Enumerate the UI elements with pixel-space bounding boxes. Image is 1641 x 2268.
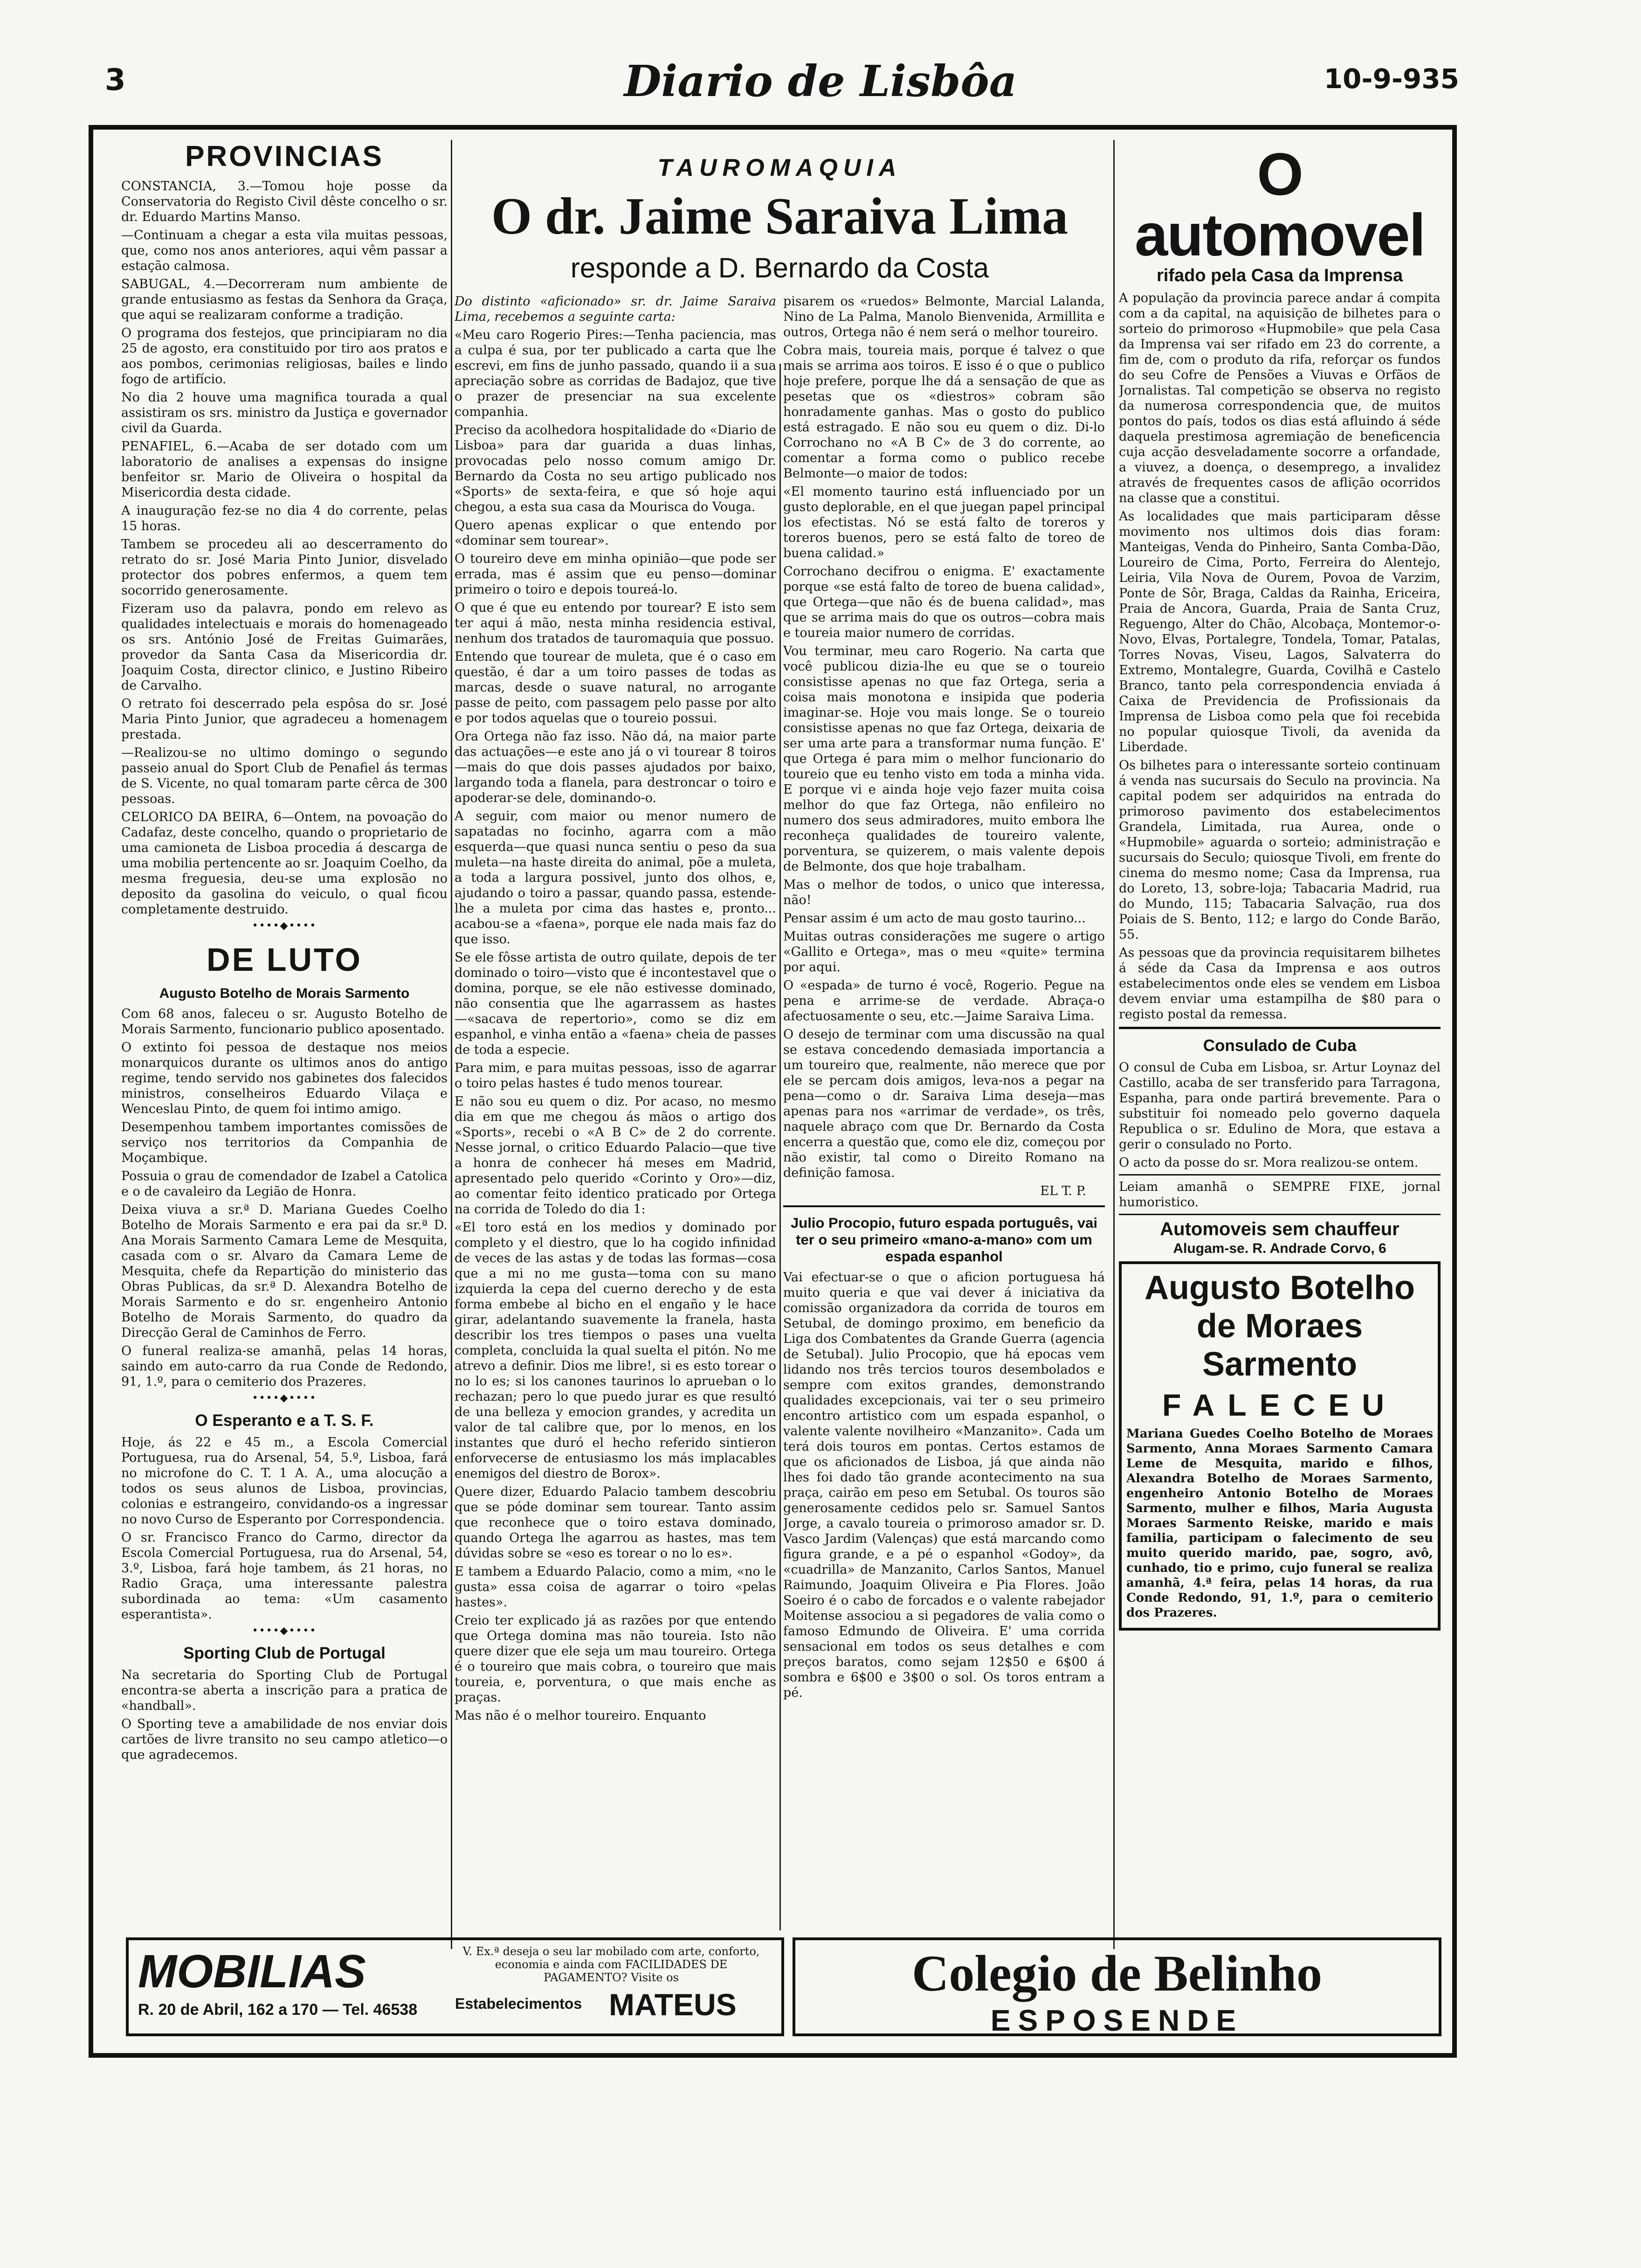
colegio-title: Colegio de Belinho — [911, 1945, 1323, 2002]
tauromaquia-intro: Do distinto «aficionado» sr. dr. Jaime Saraiva Lima, recebemos a seguinte carta: — [455, 294, 776, 324]
letter-paragraph: Muitas outras considerações me sugere o artigo «Gallito e Ortega», mas o meu «quite» termina por aqui. — [783, 929, 1105, 975]
tauromaquia-deck: responde a D. Bernardo da Costa — [570, 252, 989, 284]
letter-paragraph: O «espada» de turno é você, Rogerio. Pegue na pena e arrime-se de verdade. Abraça-o afectuosamente o seu, etc.—Jaime Saraiva Lima. — [783, 978, 1105, 1023]
rule — [1119, 1214, 1441, 1215]
julio-paragraph: Vai efectuar-se o que o aficion portuguesa há muito queria e que vai dever á iniciativa da comissão organizadora da corrida de touros em Setubal, de domingo proximo, em beneficio da Liga dos Combatentes da Grande Guerra (agencia de Setubal). Julio Procopio, que há epocas vem lidando nos três tercios touros desembolados e sempre com exitos grandes, demonstrando qualidades excepcionais, vai ter o seu primeiro encontro artistico com um espada espanhol, o valente valente novilheiro «Manzanito». Cada um terá dois touros em pontas. Certos estamos de que os aficionados de Lisboa, já que ainda não lhes foi dado tão grande acontecimento na sua praça, cairão em peso em Setubal. Os touros são generosamente cedidos pelo sr. Samuel Santos Jorge, a cavalo toureia o primoroso amador sr. D. Vasco Jardim (Valenças) que está marcando como figura grande, e a pé o espanhol «Godoy», da «cuadrilla» de Manzanito, Carlos Santos, Manuel Raimundo, Joaquim Oliveira e Pia Flores. João Soeiro é o cabo de forcados e o valente rabejador Moitense associou a si pegadores de valia como o famoso Edmundo de Oliveira. E' uma corrida sensacional em todos os seus detalhes e com preços baratos, como sejam 12$50 e 6$00 á sombra e 6$00 e 3$00 o sol. Os toros entram a pé. — [783, 1270, 1105, 1700]
automovel-title: O automovel — [1134, 141, 1425, 269]
letter-paragraph: Para mim, e para muitas pessoas, isso de agarrar o toiro pelas hastes é tudo menos tourear. — [455, 1061, 776, 1091]
column-rule — [451, 140, 452, 1949]
provincias-paragraph: A inauguração fez-se no dia 4 do corrente, pelas 15 horas. — [121, 504, 448, 533]
tauromaquia-label: TAUROMAQUIA — [657, 154, 902, 181]
provincias-paragraph: —Realizou-se no ultimo domingo o segundo passeio anual do Sport Club de Penafiel ás termas de S. Vicente, no qual tomaram parte cêrca de 300 pessoas. — [121, 746, 448, 806]
colegio-ad — [793, 1937, 1441, 2036]
de-luto-paragraph: O funeral realiza-se amanhã, pelas 14 horas, saindo em auto-carro da rua Conde de Redondo, 91, 1.º, para o cemiterio dos Prazeres. — [121, 1344, 448, 1389]
letter-paragraph: Corrochano decifrou o enigma. E' exactamente porque «se está falto de toreo de buena calidad», que Ortega—que não és de buena calidad», mas que se arrima mais do que os outros—cobra mais e toureia maior numero de corridas. — [783, 564, 1105, 640]
letter-paragraph: Pensar assim é um acto de mau gosto taurino... — [783, 911, 1086, 926]
provincias-paragraph: Tambem se procedeu ali ao descerramento do retrato do sr. José Maria Pinto Junior, disvelado protector dos pobres enfermos, a quem tem socorrido generosamente. — [121, 537, 448, 598]
letter-paragraph: Se ele fôsse artista de outro quilate, depois de ter dominado o toiro—visto que é incontestavel que o domina, porque, se ele não estivesse dominado, não consentia que lhe agarrassem as hastes—«sacava de repertorio», como se diz em espanhol, e vinha então a «faena» cheia de passes de toda a especie. — [455, 950, 776, 1057]
de-luto-paragraph: O extinto foi pessoa de destaque nos meios monarquicos durante os ultimos anos do antigo regime, tendo servido nos gabinetes dos falecidos ministros, conselheiros Eduardo Vilaça e Wenceslau Pinto, de quem foi intimo amigo. — [121, 1040, 448, 1116]
obituary-name: Augusto Botelho de Moraes Sarmento — [1145, 1269, 1415, 1383]
letter-paragraph: Creio ter explicado já as razões por que entendo que Ortega domina mas não toureia. Isto não quere dizer que ele seja um mau toureiro. Ortega é o toureiro que mais cobra, o toureiro que mais toureia, e, porventura, o que mais enche as praças. — [455, 1613, 776, 1705]
letter-paragraph: Ora Ortega não faz isso. Não dá, na maior parte das actuações—e este ano já o vi tourear 8 toiros—mais do que dois passes ajudados por baixo, largando toda a flanela, para destroncar o toiro e apoderar-se dele, dominando-o. — [455, 729, 776, 805]
mobilias-brand: MATEUS — [609, 1987, 737, 2022]
colegio-place: ESPOSENDE — [990, 2004, 1244, 2037]
automoveis-ad-title: Automoveis sem chauffeur — [1160, 1219, 1400, 1239]
signature: EL T. P. — [1040, 1184, 1086, 1198]
column-tauromaquia-2 — [783, 294, 1105, 1926]
provincias-paragraph: CONSTANCIA, 3.—Tomou hoje posse da Conservatoria do Registo Civil dêste concelho o sr. dr. Eduardo Martins Manso. — [121, 179, 448, 224]
automovel-paragraph: A população da provincia parece andar á compita com a da capital, na aquisição de bilhetes para o sorteio do primoroso «Hupmobile» que pela Casa da Imprensa vai ser rifado em 23 do corrente, a fim de, com o produto da rifa, reforçar os fundos do seu Cofre de Pensões a Viuvas e Orfãos de Jornalistas. Tal competição se observa no registo da numerosa correspondencia que, de muitos pontos do país, todos os dias está afluindo á séde daquela prestimosa agremiação de beneficencia cuja acção desveladamente socorre a orfandade, a viuvez, a doença, o desemprego, a invalidez através de frequentes casos de aflição ocorridos na classe que a constitui. — [1119, 291, 1441, 505]
letter-paragraph: «Meu caro Rogerio Pires:—Tenha paciencia, mas a culpa é sua, por ter publicado a carta que lhe escrevi, em fins de junho passado, quando ii a sua apreciação sobre as corridas de Badajoz, que tive o prazer de presenciar na sua excelente companhia. — [455, 328, 776, 419]
rule — [1119, 1027, 1441, 1029]
sporting-paragraph: Na secretaria do Sporting Club de Portugal encontra-se aberta a inscrição para a pratica de «handball». — [121, 1668, 448, 1713]
newspaper-title: Diario de Lisbôa — [624, 56, 1017, 106]
letter-paragraph: O toureiro deve em minha opinião—que pode ser errada, mas é assim que eu penso—dominar primeiro o toiro e depois toureá-lo. — [455, 552, 776, 597]
tauromaquia-headline: O dr. Jaime Saraiva Lima — [491, 187, 1069, 245]
mobilias-title: MOBILIAS — [138, 1945, 366, 1998]
automovel-paragraph: As pessoas que da provincia requisitarem bilhetes á séde da Casa da Imprensa e aos outros estabelecimentos onde eles se vendem em Lisboa devem enviar uma estampilha de $80 para o registo postal da remessa. — [1119, 946, 1441, 1022]
consulado-paragraph: O acto da posse do sr. Mora realizou-se ontem. — [1119, 1155, 1419, 1170]
rule — [783, 1205, 1105, 1207]
automoveis-ad-line: Alugam-se. R. Andrade Corvo, 6 — [1173, 1241, 1386, 1256]
letter-paragraph: Mas o melhor de todos, o unico que interessa, não! — [783, 878, 1105, 907]
de-luto-subtitle: Augusto Botelho de Morais Sarmento — [159, 986, 410, 1001]
provincias-paragraph: Fizeram uso da palavra, pondo em relevo as qualidades intelectuais e morais do homenageado os srs. António José de Freitas Guimarães, provedor da Santa Casa da Misericordia dr. Joaquim Costa, director clinico, e Justino Ribeiro de Carvalho. — [121, 602, 448, 693]
letter-paragraph: Mas não é o melhor toureiro. Enquanto — [455, 1708, 706, 1723]
julio-title: Julio Procopio, futuro espada português, vai ter o seu primeiro «mano-a-mano» com um espada espanhol — [791, 1215, 1097, 1265]
mobilias-brand-prefix: Estabelecimentos — [455, 1995, 582, 2012]
letter-paragraph: O desejo de terminar com uma discussão na qual se estava concedendo demasiada importancia a um toureiro que, realmente, não merece que por ele se percam dois amigos, leva-nos a pegar na pena—como o dr. Saraiva Lima deseja—mas apenas para nos «arrimar de verdade», os três, naquele abraço com que Dr. Bernardo da Costa encerra a questão que, como ele diz, começou por não existir, tal como o Direito Romano na definição famosa. — [783, 1027, 1105, 1180]
obituary-text: Mariana Guedes Coelho Botelho de Moraes Sarmento, Anna Moraes Sarmento Camara Leme de Mesquita, marido e filhos, Alexandra Botelho de Moraes Sarmento, engenheiro Antonio Botelho de Moraes Sarmento, mulher e filhos, Maria Augusta Moraes Sarmento Reiske, marido e mais familia, participam o falecimento de seu muito querido marido, pae, sogro, avô, cunhado, tio e primo, cujo funeral se realiza amanhã, 4.ª feira, pelas 14 horas, da rua Conde Redondo, 91, 1.º, para o cemiterio dos Prazeres. — [1126, 1427, 1433, 1620]
divider: ••••◆•••• — [252, 1625, 317, 1637]
automovel-paragraph: As localidades que mais participaram dêsse movimento nos ultimos dois dias foram: Manteigas, Venda do Pinheiro, Santa Comba-Dão, Loureiro de Cima, Porto, Ferreira do Alentejo, Leiria, Vila Nova de Ourem, Povoa de Varzim, Ponte de Sôr, Braga, Caldas da Rainha, Ericeira, Praia de Ancora, Guarda, Praia de Santa Cruz, Reguengo, Alter do Chão, Alcobaça, Montemor-o-Novo, Elvas, Portalegre, Tondela, Tomar, Patalas, Torres Novas, Viseu, Lagos, Salvaterra do Extremo, Montalegre, Guarda, Covilhã e Castelo Branco, tanto pela correspondencia enviada á Caixa de Previdencia de Profissionais da Imprensa de Lisboa como pela que foi recebida no popular quiosque Tivoli, da avenida da Liberdade. — [1119, 509, 1441, 754]
de-luto-paragraph: Deixa viuva a sr.ª D. Mariana Guedes Coelho Botelho de Morais Sarmento e era pai da sr.ª D. Ana Morais Sarmento Camara Leme de Mesquita, casada com o sr. Alvaro da Camara Leme de Mesquita, chefe da Repartição do ministerio das Obras Publicas, da sr.ª D. Alexandra Botelho de Morais Sarmento e do sr. engenheiro Antonio Botelho de Morais Sarmento, do quadro da Direcção Geral de Caminhos de Ferro. — [121, 1203, 448, 1340]
sporting-title: Sporting Club de Portugal — [183, 1644, 386, 1662]
rule — [1119, 1174, 1441, 1175]
de-luto-paragraph: Possuia o grau de comendador de Izabel a Catolica e o de cavaleiro da Legião de Honra. — [121, 1169, 448, 1199]
page-number: 3 — [105, 63, 126, 97]
provincias-paragraph: —Continuam a chegar a esta vila muitas pessoas, que, como nos anos anteriores, aqui vêm passar a estação calmosa. — [121, 228, 448, 273]
tauromaquia-section — [455, 140, 1105, 182]
letter-paragraph: Preciso da acolhedora hospitalidade do «Diario de Lisboa» para dar guarida a duas linhas, provocadas pelo nosso comum amigo Dr. Bernardo da Costa no seu artigo publicado nos «Sports» de sexta-feira, e que só hoje aqui chegou, a esta sua casa da Mourisca do Vouga. — [455, 423, 776, 514]
provincias-paragraph: O retrato foi descerrado pela espôsa do sr. José Maria Pinto Junior, que agradeceu a homenagem prestada. — [121, 697, 448, 742]
letter-paragraph: Vou terminar, meu caro Rogerio. Na carta que você publicou dizia-lhe eu que se o toureio consistisse apenas no que faz Ortega, seria a coisa mais monotona e insipida que poderia imaginar-se. Hoje vou mais longe. Se o toureio consistisse apenas no que faz Ortega, deixaria de ser uma arte para a transformar numa função. E' que Ortega é para mim o melhor funcionario do toureio que eu tenho visto em toda a minha vida. E porque vi e ainda hoje vejo fazer muita coisa melhor do que faz Ortega, não enfileiro no numero dos seus admiradores, muito embora lhe reconheça qualidades de toureiro valente, porventura, se quizerem, o mais valente depois de Belmonte, dos que hoje trabalham. — [783, 644, 1105, 874]
divider: ••••◆•••• — [252, 920, 317, 932]
obituary-faleceu: FALECEU — [1162, 1388, 1398, 1422]
letter-paragraph: «El momento taurino está influenciado por un gusto deplorable, en el que juegan papel principal los efectistas. Nó se está falto de toreros y toreros buenos, pero se está falto de toreo de buena calidad.» — [783, 484, 1105, 560]
de-luto-paragraph: Com 68 anos, faleceu o sr. Augusto Botelho de Morais Sarmento, funcionario publico aposentado. — [121, 1007, 448, 1037]
letter-paragraph: Cobra mais, toureia mais, porque é talvez o que mais se arrima aos toiros. E isso é o que o publico hoje prefere, porque lhe dá a sensação de que as pesetas que os «diestros» cobram são honradamente ganhas. Mas o gosto do publico está estragado. E não sou eu quem o diz. Di-lo Corrochano no «A B C» de 3 do corrente, ao comentar a forma como o publico recebe Belmonte—o maior de todos: — [783, 343, 1105, 481]
column-automovel — [1119, 131, 1441, 1947]
esperanto-title: O Esperanto e a T. S. F. — [195, 1411, 374, 1430]
letter-paragraph: E tambem a Eduardo Palacio, como a mim, «no le gusta» essa coisa de agarrar o toiro «pelas hastes». — [455, 1564, 776, 1610]
letter-paragraph: O que é que eu entendo por tourear? E isto sem ter aqui á mão, nesta minha residencia estival, nenhum dos tratados de tauromaquia que possuo. — [455, 601, 776, 646]
mobilias-ad — [126, 1937, 784, 2036]
automovel-paragraph: Os bilhetes para o interessante sorteio continuam á venda nas sucursais do Seculo na provincia. Na capital podem ser adquiridos na entrada do primoroso pavimento dos estabelecimentos Grandela, Limitada, rua Aurea, onde o «Hupmobile» aguarda o sorteio; administração e sucursais do Seculo; quiosque Tivoli, em frente do cinema do mesmo nome; Casa da Imprensa, rua do Loreto, 13, sobre-loja; Tabacaria Madrid, rua do Mundo, 115; Tabacaria Salvação, rua dos Poiais de S. Bento, 112; e largo do Conde Barão, 55. — [1119, 758, 1441, 942]
column-rule — [1113, 140, 1115, 1949]
provincias-paragraph: CELORICO DA BEIRA, 6—Ontem, na povoação do Cadafaz, deste concelho, quando o proprietario de uma camioneta de Lisboa procedia á descarga de uma mobilia pertencente ao sr. Joaquim Coelho, da mesma freguesia, deu-se uma explosão no deposito da gasolina do veiculo, o qual ficou completamente destruido. — [121, 810, 448, 917]
esperanto-paragraph: O sr. Francisco Franco do Carmo, director da Escola Comercial Portuguesa, rua do Arsenal, 54, 3.º, Lisboa, fará hoje tambem, ás 21 horas, no Radio Graça, uma interessante palestra subordinada ao tema: «Um casamento esperantista». — [121, 1530, 448, 1622]
letter-paragraph: pisarem os «ruedos» Belmonte, Marcial Lalanda, Nino de La Palma, Manolo Bienvenida, Armillita e outros, Ortega não é nem será o melhor toureiro. — [783, 294, 1105, 339]
provincias-paragraph: PENAFIEL, 6.—Acaba de ser dotado com um laboratorio de analises a expensas do insigne benfeitor sr. Mario de Oliveira o hospital da Misericordia desta cidade. — [121, 439, 448, 500]
column-tauromaquia-1 — [455, 294, 776, 1926]
column-rule — [779, 364, 781, 1930]
de-luto-paragraph: Desempenhou tambem importantes comissões de serviço nos territorios da Companhia de Moçambique. — [121, 1120, 448, 1165]
letter-paragraph: «El toro está en los medios y dominado por completo y el diestro, que lo ha cogido infinidad de veces de las astas y de todas las formas—cosa que a mi no me gusta—toma con su mano izquierda la cepa del cuerno derecho y de esta forma embebe al bicho en el engaño y le hace girar, adelantando suavemente la franela, hasta describir los tres tiempos o pases una vuelta completa, concluida la qual suelta el pitón. No me atrevo a definir. Dios me libre!, si es esto torear o no lo es; si los canones taurinos lo aprueban o lo rechazan; pero lo que puedo jurar es que resultó de una belleza y emocion grandes, y acredita un valor de tal calibre que, por lo menos, en los instantes que duró el hecho referido sintieron enforvecerse de entusiasmo los más implacables enemigos del diestro de Borox». — [455, 1220, 776, 1481]
de-luto-title: DE LUTO — [207, 941, 362, 978]
esperanto-paragraph: Hoje, ás 22 e 45 m., a Escola Comercial Portuguesa, rua do Arsenal, 54, 5.º, Lisboa, fará no microfone do C. T. 1 A. A., uma alocução a todos os seus alunos de Lisboa, provincias, colonias e estrangeiro, convidando-os a ingressar no novo Curso de Esperanto por Correspondencia. — [121, 1435, 448, 1527]
consulado-title: Consulado de Cuba — [1203, 1037, 1357, 1055]
divider: ••••◆•••• — [252, 1392, 317, 1404]
sporting-paragraph: O Sporting teve a amabilidade de nos enviar dois cartões de livre transito no seu campo atletico—o que agradecemos. — [121, 1717, 448, 1762]
provincias-paragraph: O programa dos festejos, que principiaram no dia 25 de agosto, era constituido por tiro aos pratos e aos pombos, cerimonias religiosas, bailes e lindo fogo de artifício. — [121, 326, 448, 387]
provincias-paragraph: SABUGAL, 4.—Decorreram num ambiente de grande entusiasmo as festas da Senhora da Graça, que aqui se realizaram conforme a tradição. — [121, 277, 448, 322]
issue-date: 10-9-935 — [1324, 63, 1459, 95]
automovel-subtitle: rifado pela Casa da Imprensa — [1157, 266, 1403, 285]
consulado-paragraph: O consul de Cuba em Lisboa, sr. Artur Loynaz del Castillo, acaba de ser transferido para Tarragona, Espanha, para onde partirá brevemente. Para o substituir foi nomeado pelo governo daquela Republica o sr. Edulino de Mora, que estava a gerir o consulado no Porto. — [1119, 1060, 1441, 1152]
provincias-title: PROVINCIAS — [185, 140, 384, 173]
letter-paragraph: Quere dizer, Eduardo Palacio tambem descobriu que se póde dominar sem tourear. Tanto assim que reconhece que o toiro estava dominado, quando Ortega lhe agarrou as hastes, mas tem dúvidas sobre se «eso es torear o no lo es». — [455, 1485, 776, 1561]
letter-paragraph: A seguir, com maior ou menor numero de sapatadas no focinho, agarra com a mão esquerda—que quasi nunca sentiu o peso da sua muleta—na haste direita do animal, põe a muleta, a toda a largura possivel, junto dos olhos, e, ajudando o toiro a passar, quando passa, estende-lhe a muleta por cima das hastes e, pronto... acabou-se a «faena», porque ele nada mais faz do que isso. — [455, 809, 776, 947]
mobilias-address: R. 20 de Abril, 162 a 170 — Tel. 46538 — [138, 2001, 418, 2019]
letter-paragraph: E não sou eu quem o diz. Por acaso, no mesmo dia em que me chegou ás mãos o artigo dos «Sports», recebi o «A B C» de 2 do corrente. Nesse jornal, o critico Eduardo Palacio—que tive a honra de conhecer há meses em Madrid, apresentado pelo querido «Corinto y Oro»—diz, ao comentar feito identico praticado por Ortega na corrida de Toledo do dia 1: — [455, 1094, 776, 1217]
provincias-paragraph: No dia 2 houve uma magnifica tourada a qual assistiram os srs. ministro da Justiça e governador civil da Guarda. — [121, 390, 448, 436]
obituary-box — [1119, 1261, 1441, 1631]
column-provincias — [121, 131, 448, 1947]
letter-paragraph: Quero apenas explicar o que entendo por «dominar sem tourear». — [455, 518, 776, 548]
sempre-fixe-note: Leiam amanhã o SEMPRE FIXE, jornal humoristico. — [1119, 1180, 1441, 1210]
mobilias-copy: V. Ex.ª deseja o seu lar mobilado com arte, conforto, economia e ainda com FACILIDADES DE PAGAMENTO? Visite os — [462, 1945, 760, 1984]
letter-paragraph: Entendo que tourear de muleta, que é o caso em questão, é dar a um toiro passes de todas as marcas, desde o suave natural, no arrogante passe de peito, com passagem pelo passe por alto e por todos aquelas que o toureio possui. — [455, 650, 776, 726]
